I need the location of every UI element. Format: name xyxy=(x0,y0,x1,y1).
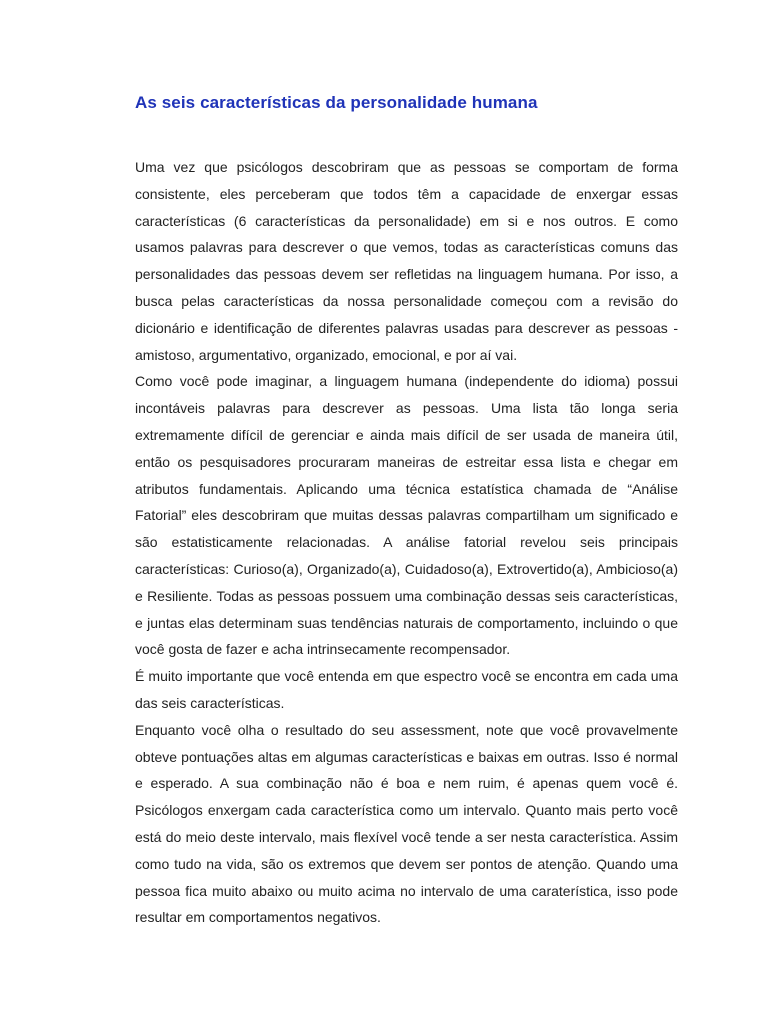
document-title: As seis características da personalidade humana xyxy=(135,93,538,112)
paragraph: Enquanto você olha o resultado do seu assessment, note que você provavelmente obteve pontuações altas em algumas características e baixas em outras. Isso é normal e esperado. A sua combinação não é boa e nem ruim, é apenas quem você é. Psicólogos enxergam cada característica como um intervalo. Quanto mais perto você está do meio deste intervalo, mais flexível você tende a ser nesta característica. Assim como tudo na vida, são os extremos que devem ser pontos de atenção. Quando uma pessoa fica muito abaixo ou muito acima no intervalo de uma caraterística, isso pode resultar em comportamentos negativos. xyxy=(135,721,678,926)
paragraph: Como você pode imaginar, a linguagem humana (independente do idioma) possui incontáveis palavras para descrever as pessoas. Uma lista tão longa seria extremamente difícil de gerenciar e ainda mais difícil de ser usada de maneira útil, então os pesquisadores procuraram maneiras de estreitar essa lista e chegar em atributos fundamentais. Aplicando uma técnica estatística chamada de “Análise Fatorial” eles descobriram que muitas dessas palavras compartilham um significado e são estatisticamente relacionadas. A análise fatorial revelou seis principais características: Curioso(a), Organizado(a), Cuidadoso(a), Extrovertido(a), Ambicioso(a) e Resiliente. Todas as pessoas possuem uma combinação dessas seis características, e juntas elas determinam suas tendências naturais de comportamento, incluindo o que você gosta de fazer e acha intrinsecamente recompensador. xyxy=(135,373,678,658)
paragraph: Uma vez que psicólogos descobriram que as pessoas se comportam de forma consistente, eles perceberam que todos têm a capacidade de enxergar essas características (6 características da personalidade) em si e nos outros. E como usamos palavras para descrever o que vemos, todas as características comuns das personalidades das pessoas devem ser refletidas na linguagem humana. Por isso, a busca pelas características da nossa personalidade começou com a revisão do dicionário e identificação de diferentes palavras usadas para descrever as pessoas - amistoso, argumentativo, organizado, emocional, e por aí vai. xyxy=(135,159,678,363)
paragraph: É muito importante que você entenda em que espectro você se encontra em cada uma das seis características. xyxy=(135,668,678,711)
document-body xyxy=(135,154,678,931)
